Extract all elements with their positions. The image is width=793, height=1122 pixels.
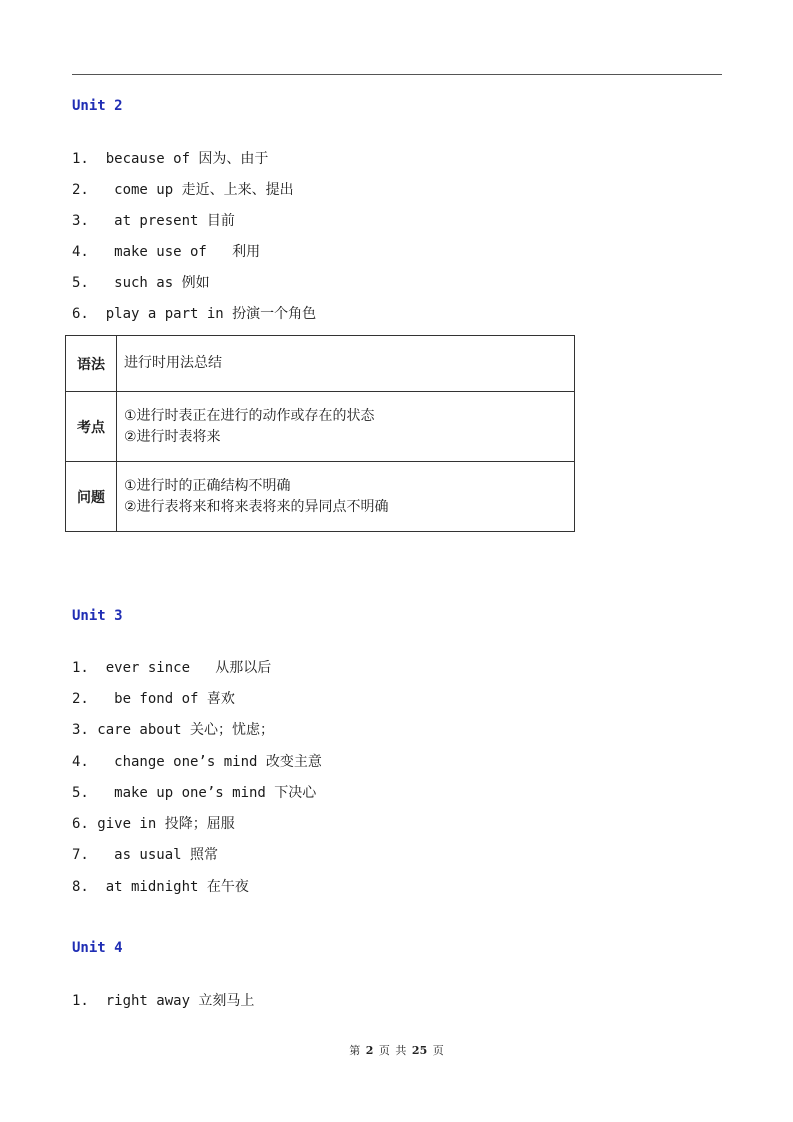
footer-suffix: 页 bbox=[432, 1044, 444, 1057]
list-item: 5. make up one’s mind 下决心 bbox=[72, 785, 317, 801]
unit-3-heading: Unit 3 bbox=[72, 608, 123, 624]
footer-prefix: 第 bbox=[349, 1044, 361, 1057]
table-row bbox=[66, 392, 575, 462]
header-rule bbox=[72, 74, 722, 75]
total-pages: 25 bbox=[411, 1044, 428, 1057]
list-item: 1. because of 因为、由于 bbox=[72, 151, 269, 167]
list-item: 7. as usual 照常 bbox=[72, 847, 219, 863]
table-row-label: 考点 bbox=[66, 392, 117, 462]
list-item: 2. come up 走近、上来、提出 bbox=[72, 182, 294, 198]
table-row-label: 语法 bbox=[66, 336, 117, 392]
unit-4-heading: Unit 4 bbox=[72, 940, 123, 956]
list-item: 4. change one’s mind 改变主意 bbox=[72, 754, 322, 770]
list-item: 3. at present 目前 bbox=[72, 213, 235, 229]
page-footer bbox=[0, 1042, 793, 1058]
list-item: 8. at midnight 在午夜 bbox=[72, 879, 249, 895]
page-number: 2 bbox=[365, 1044, 374, 1057]
table-line: ①进行时的正确结构不明确 bbox=[124, 477, 291, 494]
table-row-content bbox=[117, 336, 575, 392]
list-item: 6. give in 投降；屈服 bbox=[72, 816, 235, 832]
list-item: 3. care about 关心；忧虑； bbox=[72, 722, 275, 738]
unit-2-heading: Unit 2 bbox=[72, 98, 123, 114]
table-line: ①进行时表正在进行的动作或存在的状态 bbox=[124, 407, 375, 424]
table-row-content bbox=[117, 462, 575, 532]
footer-middle: 页 共 bbox=[378, 1044, 407, 1057]
table-row bbox=[66, 336, 575, 392]
table-row-content bbox=[117, 392, 575, 462]
list-item: 2. be fond of 喜欢 bbox=[72, 691, 235, 707]
list-item: 6. play a part in 扮演一个角色 bbox=[72, 306, 317, 322]
table-line: ②进行时表将来 bbox=[124, 428, 221, 445]
table-line: 进行时用法总结 bbox=[124, 355, 222, 371]
list-item: 1. ever since 从那以后 bbox=[72, 660, 272, 676]
list-item: 5. such as 例如 bbox=[72, 275, 210, 291]
table-row-label: 问题 bbox=[66, 462, 117, 532]
list-item: 4. make use of 利用 bbox=[72, 244, 261, 260]
table-line: ②进行表将来和将来表将来的异同点不明确 bbox=[124, 498, 389, 515]
grammar-table bbox=[65, 335, 575, 532]
list-item: 1. right away 立刻马上 bbox=[72, 993, 255, 1009]
table-row bbox=[66, 462, 575, 532]
